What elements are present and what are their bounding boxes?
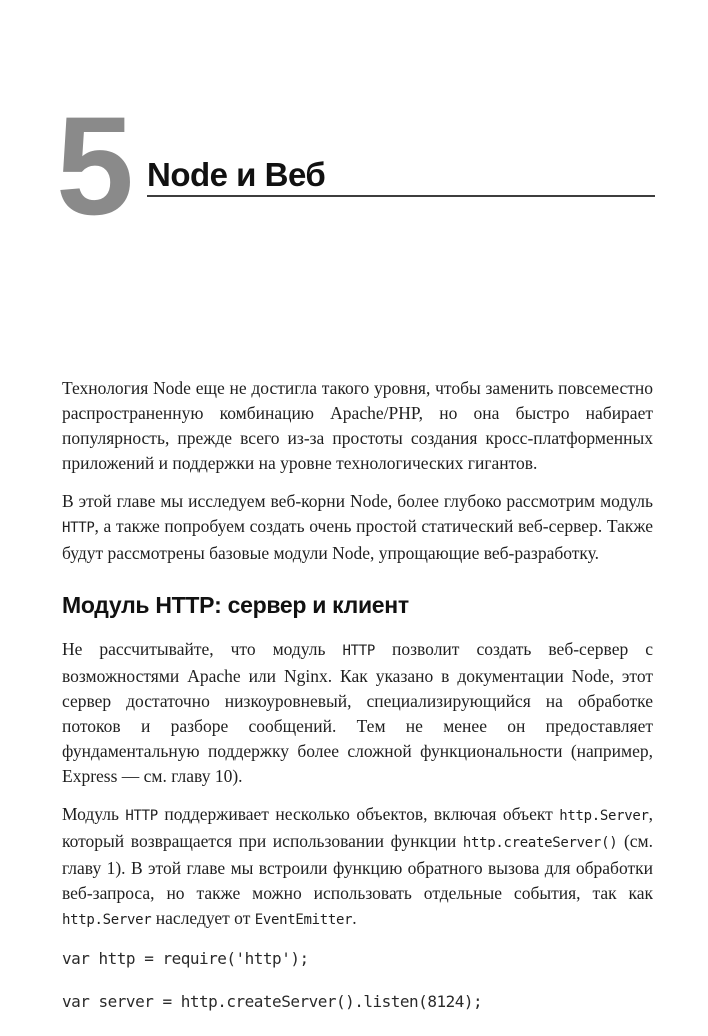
inline-code: HTTP: [342, 643, 376, 660]
chapter-title-rule: [147, 195, 655, 197]
paragraph-intro-1: [62, 376, 653, 476]
page-content: [62, 376, 653, 1036]
inline-code: http.createServer(): [462, 835, 618, 852]
code-line-1: var http = require('http');: [62, 949, 309, 969]
paragraph-intro-2: [62, 489, 653, 566]
text-segment: , а также попробуем создать очень простой статический веб-сервер. Также будут рассмотрены базовые модули Node, упрощающие веб-разработку.: [62, 516, 653, 563]
text-segment: .: [352, 908, 357, 929]
text-segment: позволит создать веб-сервер с возможностями Apache или Nginx. Как указано в документации Node, этот сервер достаточно низкоуровневый, специализирующийся на обработке потоков и разборе сообщений. Тем не менее он предоставляет фундаментальную поддержку более сложной функциональности (например, Express — см. главу 10).: [62, 639, 653, 787]
paragraph-section-2: [62, 802, 653, 933]
text-segment: (см. главу 1). В этой главе мы встроили функцию обратного вызова для обработки веб-запроса, но также можно использовать отдельные события, так как: [62, 831, 653, 904]
text-segment: Модуль: [62, 804, 126, 825]
chapter-title: Node и Веб: [147, 156, 326, 193]
section-heading: Модуль HTTP: сервер и клиент: [62, 592, 409, 618]
text-segment: Не рассчитывайте, что модуль: [62, 639, 343, 660]
code-line-2: var server = http.createServer().listen(8124);: [62, 992, 483, 1012]
text-segment: В этой главе мы исследуем веб-корни Node, более глубоко рассмотрим модуль: [62, 491, 653, 511]
inline-code: HTTP: [62, 520, 95, 536]
chapter-number: 5: [56, 87, 132, 244]
inline-code: http.Server: [559, 808, 649, 825]
paragraph-section-1: [62, 637, 653, 789]
inline-code: HTTP: [125, 808, 158, 825]
text-segment: Технология Node еще не достигла такого уровня, чтобы заменить повсеместно распространенную комбинацию Apache/PHP, но она быстро набирает популярность, прежде всего из-за простоты создания кросс-платформенных приложений и поддержки на уровне технологических гигантов.: [62, 378, 653, 473]
inline-code: http.Server: [62, 912, 152, 929]
text-segment: , который возвращается при использовании функции: [62, 804, 653, 852]
text-segment: наследует от: [151, 908, 255, 929]
inline-code: EventEmitter: [254, 912, 353, 929]
text-segment: поддерживает несколько объектов, включая объект: [157, 804, 560, 825]
